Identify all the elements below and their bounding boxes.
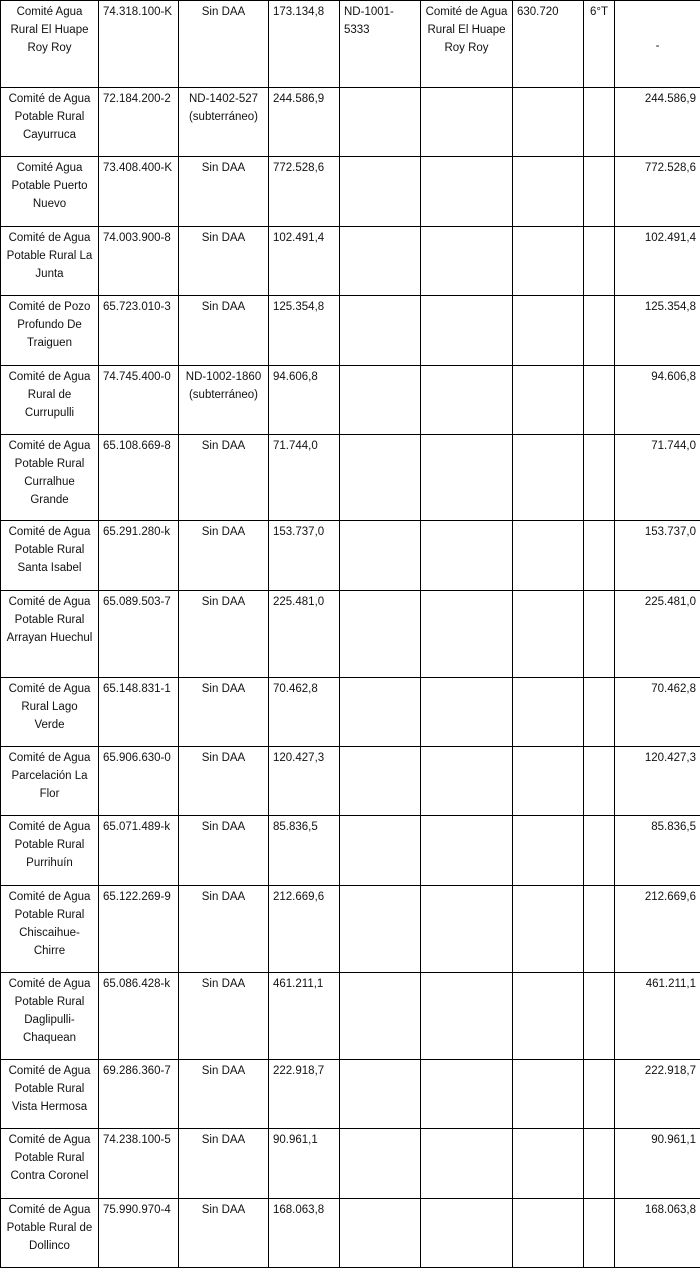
source-volume-cell: [513, 227, 584, 296]
table-row: [1, 521, 700, 591]
rut-cell: 65.291.280-k: [99, 521, 179, 591]
volume-cell: 173.134,8: [269, 1, 340, 88]
committee-name: Comité de Pozo Profundo De Traiguen: [1, 296, 99, 366]
volume-cell: 94.606,8: [269, 366, 340, 435]
volume-cell: 153.737,0: [269, 521, 340, 591]
order-cell: [584, 1199, 615, 1268]
nd-cell: [340, 816, 421, 886]
source-volume-cell: [513, 435, 584, 521]
committee-name: Comité de Agua Potable Rural de Dollinco: [1, 1199, 99, 1268]
volume-cell: 70.462,8: [269, 678, 340, 747]
total-cell: 225.481,0: [615, 591, 700, 678]
order-cell: [584, 521, 615, 591]
source-cell: [421, 88, 513, 157]
nd-cell: [340, 886, 421, 973]
committee-name: Comité Agua Rural El Huape Roy Roy: [1, 1, 99, 88]
daa-cell: Sin DAA: [179, 1199, 269, 1268]
nd-cell: [340, 1199, 421, 1268]
volume-cell: 71.744,0: [269, 435, 340, 521]
order-cell: [584, 88, 615, 157]
nd-cell: [340, 296, 421, 366]
nd-cell: [340, 157, 421, 227]
table-row: [1, 591, 700, 678]
nd-cell: [340, 521, 421, 591]
daa-cell: Sin DAA: [179, 816, 269, 886]
rut-cell: 72.184.200-2: [99, 88, 179, 157]
committee-name: Comité de Agua Potable Rural Daglipulli-Chaquean: [1, 973, 99, 1060]
nd-cell: [340, 1060, 421, 1129]
nd-cell: [340, 973, 421, 1060]
committee-name: Comité de Agua Potable Rural Cayurruca: [1, 88, 99, 157]
committee-name: Comité de Agua Potable Rural Vista Hermosa: [1, 1060, 99, 1129]
order-cell: [584, 816, 615, 886]
daa-cell: Sin DAA: [179, 521, 269, 591]
total-cell: 85.836,5: [615, 816, 700, 886]
nd-cell: [340, 591, 421, 678]
source-cell: [421, 366, 513, 435]
source-cell: [421, 886, 513, 973]
total-cell: 71.744,0: [615, 435, 700, 521]
total-cell: 94.606,8: [615, 366, 700, 435]
source-cell: [421, 973, 513, 1060]
source-volume-cell: [513, 296, 584, 366]
order-cell: [584, 1129, 615, 1199]
committee-name: Comité de Agua Potable Rural Arrayan Huechul: [1, 591, 99, 678]
total-cell: -: [615, 1, 700, 88]
rut-cell: 65.148.831-1: [99, 678, 179, 747]
rut-cell: 65.906.630-0: [99, 747, 179, 816]
daa-cell: Sin DAA: [179, 227, 269, 296]
source-volume-cell: [513, 816, 584, 886]
source-cell: [421, 1199, 513, 1268]
daa-cell: Sin DAA: [179, 435, 269, 521]
order-cell: [584, 296, 615, 366]
volume-cell: 222.918,7: [269, 1060, 340, 1129]
committee-name: Comité de Agua Parcelación La Flor: [1, 747, 99, 816]
table-row: [1, 296, 700, 366]
volume-cell: 461.211,1: [269, 973, 340, 1060]
source-cell: Comité de Agua Rural El Huape Roy Roy: [421, 1, 513, 88]
table-row: [1, 816, 700, 886]
daa-cell: Sin DAA: [179, 678, 269, 747]
total-cell: 222.918,7: [615, 1060, 700, 1129]
order-cell: [584, 435, 615, 521]
daa-cell: Sin DAA: [179, 886, 269, 973]
rut-cell: 65.122.269-9: [99, 886, 179, 973]
volume-cell: 125.354,8: [269, 296, 340, 366]
order-cell: [584, 678, 615, 747]
total-cell: 102.491,4: [615, 227, 700, 296]
rut-cell: 74.003.900-8: [99, 227, 179, 296]
source-volume-cell: [513, 886, 584, 973]
table-row: [1, 1129, 700, 1199]
nd-cell: [340, 678, 421, 747]
source-cell: [421, 227, 513, 296]
source-volume-cell: [513, 973, 584, 1060]
order-cell: [584, 973, 615, 1060]
order-cell: [584, 1060, 615, 1129]
table-row: [1, 747, 700, 816]
rut-cell: 65.108.669-8: [99, 435, 179, 521]
total-cell: 772.528,6: [615, 157, 700, 227]
table-body: [1, 1, 700, 1268]
volume-cell: 85.836,5: [269, 816, 340, 886]
source-cell: [421, 435, 513, 521]
table-row: [1, 366, 700, 435]
volume-cell: 102.491,4: [269, 227, 340, 296]
source-volume-cell: [513, 591, 584, 678]
rut-cell: 73.408.400-K: [99, 157, 179, 227]
source-cell: [421, 157, 513, 227]
table-row: [1, 1060, 700, 1129]
daa-cell: ND-1402-527 (subterráneo): [179, 88, 269, 157]
source-cell: [421, 747, 513, 816]
table-row: [1, 227, 700, 296]
table-row: [1, 973, 700, 1060]
order-cell: [584, 157, 615, 227]
daa-cell: Sin DAA: [179, 747, 269, 816]
volume-cell: 90.961,1: [269, 1129, 340, 1199]
table-row: [1, 1199, 700, 1268]
source-cell: [421, 296, 513, 366]
total-cell: 120.427,3: [615, 747, 700, 816]
table-row: [1, 886, 700, 973]
source-volume-cell: 630.720: [513, 1, 584, 88]
source-volume-cell: [513, 678, 584, 747]
volume-cell: 225.481,0: [269, 591, 340, 678]
daa-cell: Sin DAA: [179, 296, 269, 366]
volume-cell: 212.669,6: [269, 886, 340, 973]
total-cell: 90.961,1: [615, 1129, 700, 1199]
rut-cell: 65.089.503-7: [99, 591, 179, 678]
volume-cell: 120.427,3: [269, 747, 340, 816]
order-cell: 6°T: [584, 1, 615, 88]
volume-cell: 772.528,6: [269, 157, 340, 227]
table-row: [1, 678, 700, 747]
rut-cell: 74.318.100-K: [99, 1, 179, 88]
volume-cell: 244.586,9: [269, 88, 340, 157]
committee-name: Comité de Agua Potable Rural Santa Isabel: [1, 521, 99, 591]
order-cell: [584, 747, 615, 816]
volume-cell: 168.063,8: [269, 1199, 340, 1268]
committee-name: Comité de Agua Potable Rural Chiscaihue-Chirre: [1, 886, 99, 973]
rut-cell: 65.723.010-3: [99, 296, 179, 366]
total-cell: 244.586,9: [615, 88, 700, 157]
total-cell: 70.462,8: [615, 678, 700, 747]
rut-cell: 69.286.360-7: [99, 1060, 179, 1129]
order-cell: [584, 886, 615, 973]
nd-cell: [340, 435, 421, 521]
daa-cell: Sin DAA: [179, 1060, 269, 1129]
source-volume-cell: [513, 1199, 584, 1268]
daa-cell: ND-1002-1860 (subterráneo): [179, 366, 269, 435]
daa-cell: Sin DAA: [179, 1, 269, 88]
total-cell: 212.669,6: [615, 886, 700, 973]
table-row: [1, 157, 700, 227]
committee-name: Comité de Agua Potable Rural Purrihuín: [1, 816, 99, 886]
source-volume-cell: [513, 366, 584, 435]
rut-cell: 65.071.489-k: [99, 816, 179, 886]
source-cell: [421, 591, 513, 678]
daa-cell: Sin DAA: [179, 157, 269, 227]
order-cell: [584, 227, 615, 296]
order-cell: [584, 366, 615, 435]
nd-cell: [340, 366, 421, 435]
source-volume-cell: [513, 157, 584, 227]
rut-cell: 75.990.970-4: [99, 1199, 179, 1268]
committee-name: Comité de Agua Potable Rural Contra Coronel: [1, 1129, 99, 1199]
total-cell: 461.211,1: [615, 973, 700, 1060]
nd-cell: [340, 747, 421, 816]
source-cell: [421, 1129, 513, 1199]
committee-name: Comité de Agua Rural Lago Verde: [1, 678, 99, 747]
table-row: [1, 88, 700, 157]
committee-name: Comité Agua Potable Puerto Nuevo: [1, 157, 99, 227]
rut-cell: 65.086.428-k: [99, 973, 179, 1060]
committee-name: Comité de Agua Rural de Currupulli: [1, 366, 99, 435]
table-row: [1, 435, 700, 521]
source-cell: [421, 1060, 513, 1129]
nd-cell: [340, 1129, 421, 1199]
total-cell: 168.063,8: [615, 1199, 700, 1268]
committee-name: Comité de Agua Potable Rural La Junta: [1, 227, 99, 296]
daa-cell: Sin DAA: [179, 973, 269, 1060]
source-volume-cell: [513, 88, 584, 157]
order-cell: [584, 591, 615, 678]
nd-cell: [340, 88, 421, 157]
source-volume-cell: [513, 521, 584, 591]
source-cell: [421, 521, 513, 591]
source-volume-cell: [513, 1129, 584, 1199]
source-cell: [421, 678, 513, 747]
rut-cell: 74.745.400-0: [99, 366, 179, 435]
rut-cell: 74.238.100-5: [99, 1129, 179, 1199]
source-volume-cell: [513, 1060, 584, 1129]
nd-cell: ND-1001-5333: [340, 1, 421, 88]
daa-cell: Sin DAA: [179, 1129, 269, 1199]
total-cell: 153.737,0: [615, 521, 700, 591]
source-cell: [421, 816, 513, 886]
committee-name: Comité de Agua Potable Rural Curralhue Grande: [1, 435, 99, 521]
table-row: [1, 1, 700, 88]
nd-cell: [340, 227, 421, 296]
total-cell: 125.354,8: [615, 296, 700, 366]
daa-cell: Sin DAA: [179, 591, 269, 678]
source-volume-cell: [513, 747, 584, 816]
